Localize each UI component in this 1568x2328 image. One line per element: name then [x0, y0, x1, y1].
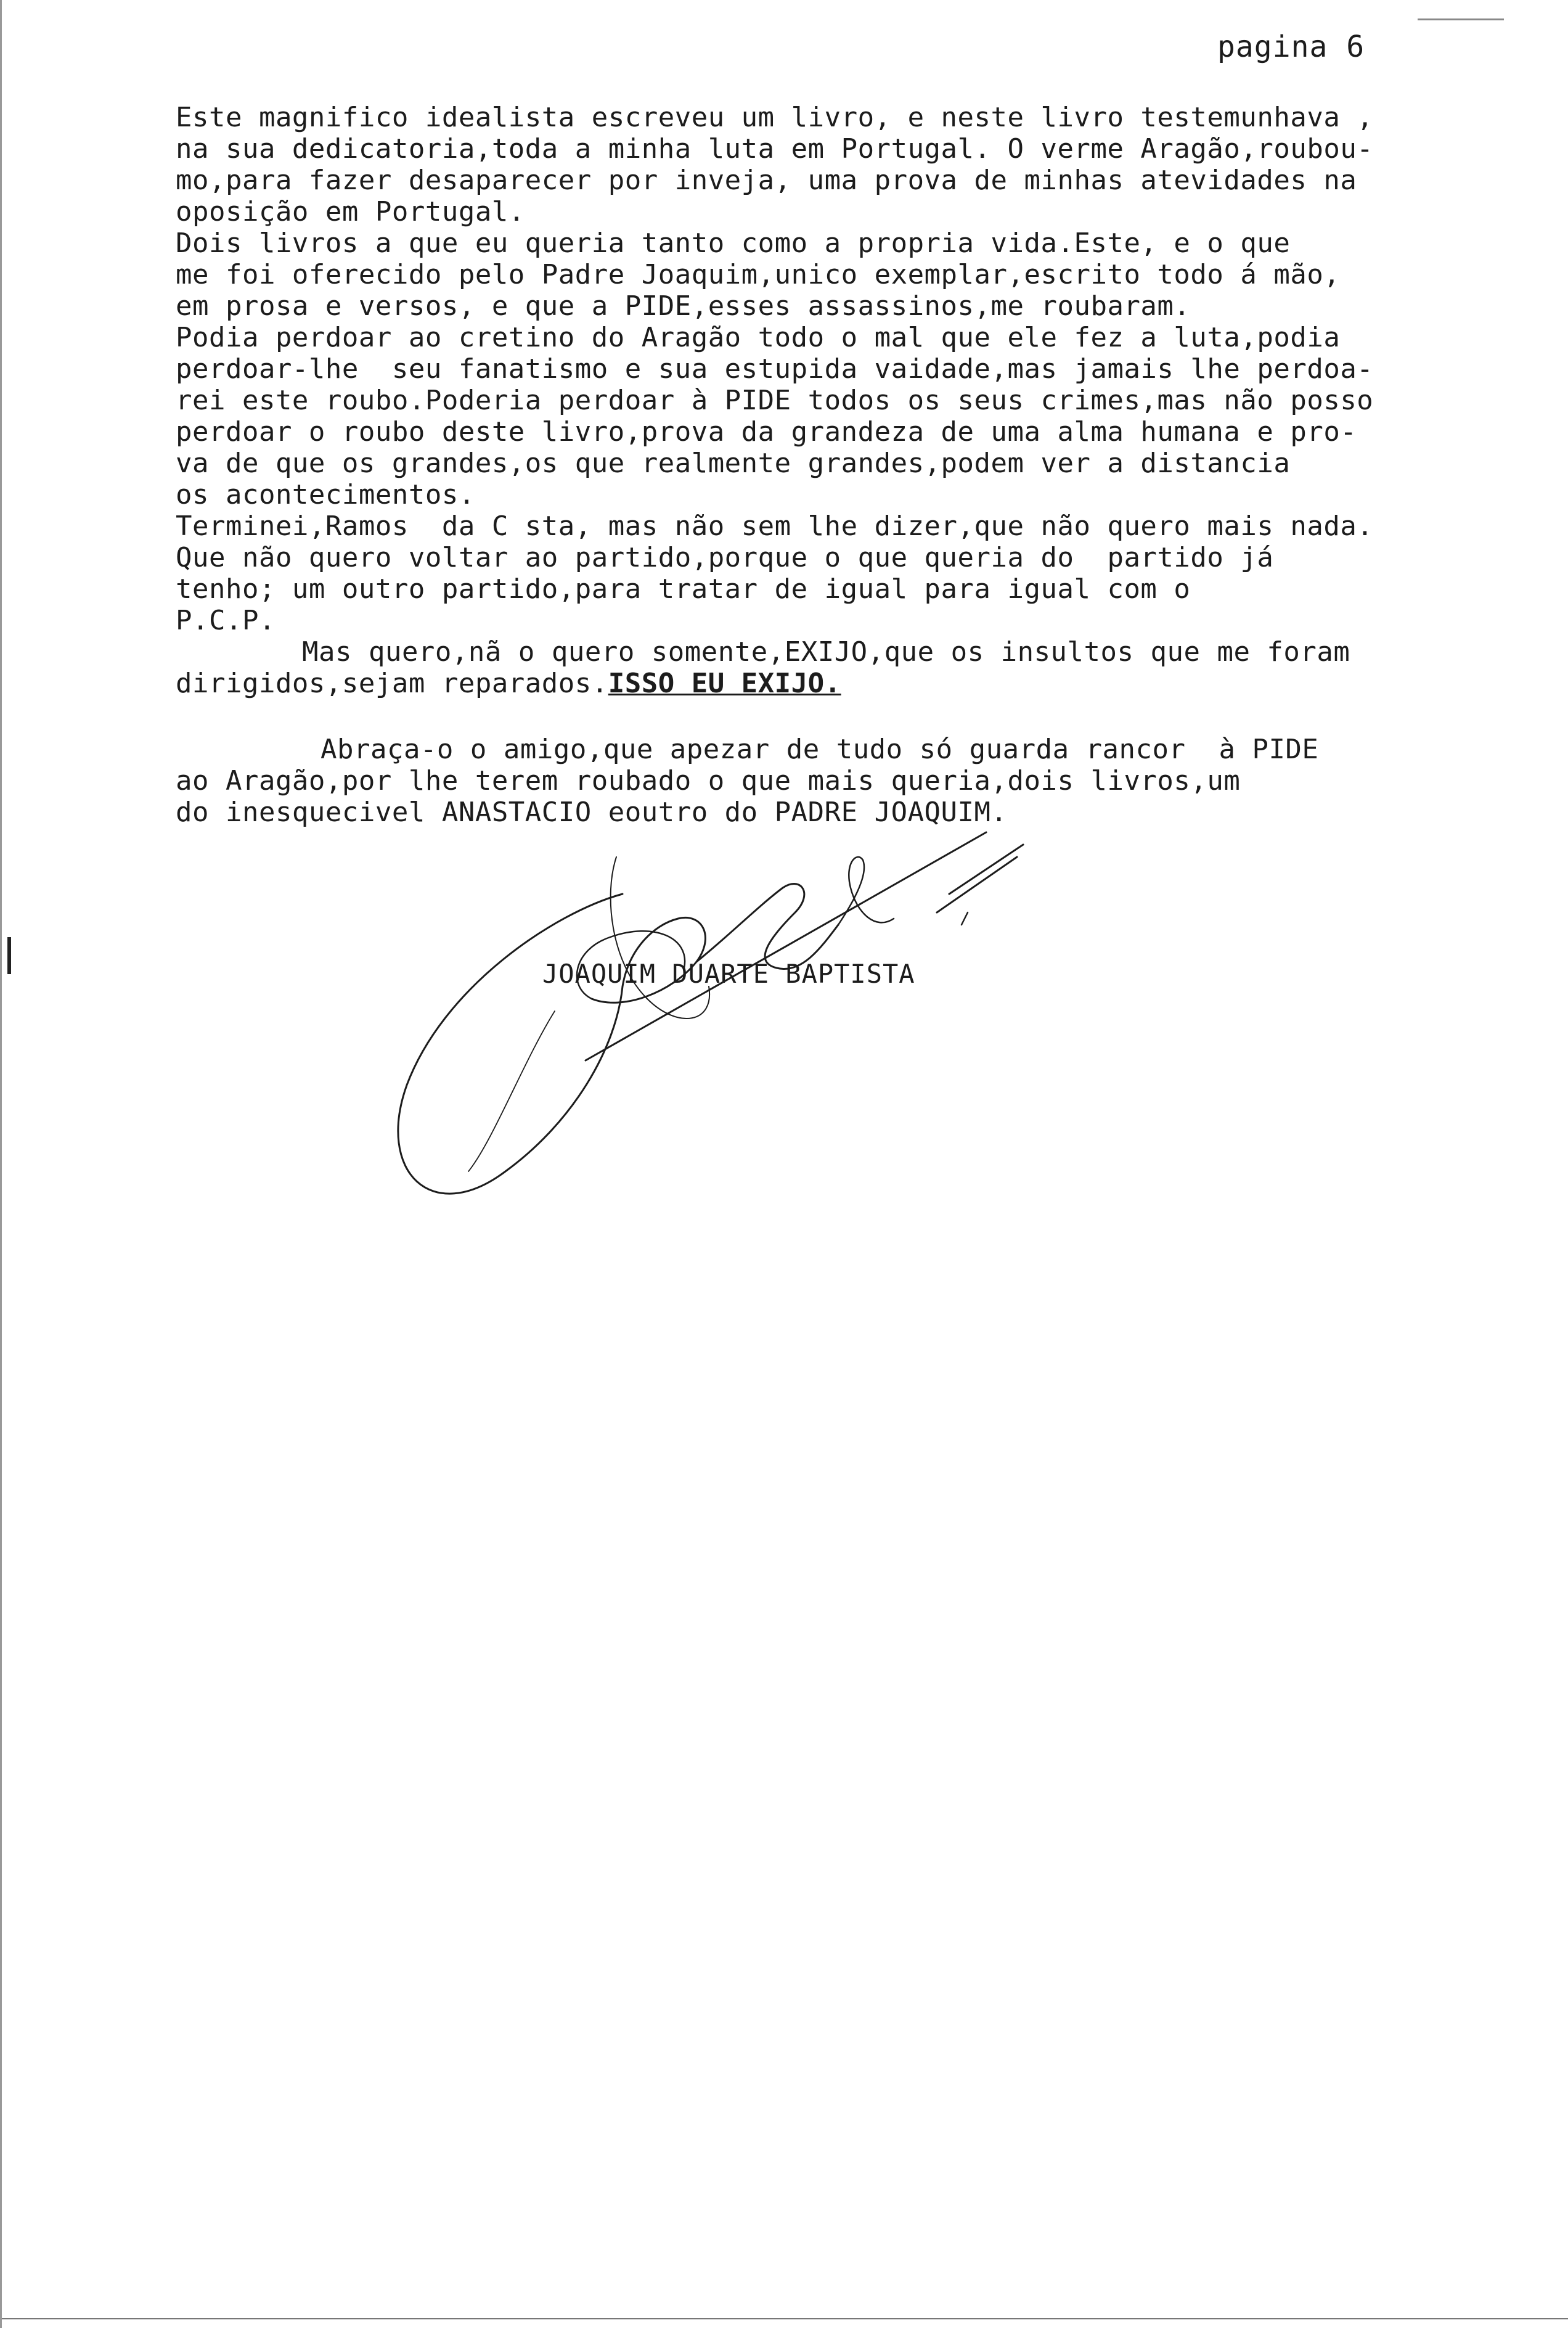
text-line: tenho; um outro partido,para tratar de igual para igual com o [176, 573, 1191, 605]
text-line: oposição em Portugal. [176, 196, 525, 227]
scan-edge-mark [1418, 18, 1504, 20]
paragraph-4 [176, 636, 1532, 699]
text-line: Podia perdoar ao cretino do Aragão todo o mal que ele fez a luta,podia [176, 322, 1341, 353]
letter-body [176, 102, 1532, 828]
scan-edge-mark [0, 2318, 1568, 2319]
page-number: pagina 6 [1217, 30, 1365, 64]
scan-edge-mark [0, 0, 2, 2328]
text-line: Terminei,Ramos da C sta, mas não sem lhe dizer,que não quero mais nada. [176, 510, 1374, 542]
text-line: Este magnifico idealista escreveu um livro, e neste livro testemunhava , [176, 102, 1374, 133]
text-line: na sua dedicatoria,toda a minha luta em Portugal. O verme Aragão,roubou- [176, 133, 1374, 165]
signature-typed-name: JOAQUIM DUARTE BAPTISTA [542, 959, 915, 989]
paragraph-1 [176, 102, 1532, 227]
text-line: rei este roubo.Poderia perdoar à PIDE todos os seus crimes,mas não posso [176, 385, 1374, 416]
text-line: ao Aragão,por lhe terem roubado o que mais queria,dois livros,um [176, 765, 1241, 797]
text-line: Dois livros a que eu queria tanto como a propria vida.Este, e o que [176, 227, 1291, 259]
text-line: do inesquecivel ANASTACIO eoutro do PADRE JOAQUIM. [176, 797, 1008, 828]
text-line: va de que os grandes,os que realmente grandes,podem ver a distancia [176, 448, 1291, 479]
emphasis-text: ISSO EU EXIJO. [608, 668, 841, 699]
scan-edge-mark [7, 937, 11, 974]
text-line: Que não quero voltar ao partido,porque o que queria do partido já [176, 542, 1274, 573]
text-line: perdoar-lhe seu fanatismo e sua estupida vaidade,mas jamais lhe perdoa- [176, 353, 1374, 385]
text-fragment: dirigidos,sejam reparados. [176, 668, 608, 699]
text-line: Mas quero,nã o quero somente,EXIJO,que os insultos que me foram [302, 636, 1350, 668]
text-line: me foi oferecido pelo Padre Joaquim,unico exemplar,escrito todo á mão, [176, 259, 1341, 290]
text-line: Abraça-o o amigo,que apezar de tudo só guarda rancor à PIDE [321, 734, 1319, 765]
text-line: perdoar o roubo deste livro,prova da grandeza de uma alma humana e pro- [176, 416, 1357, 448]
paragraph-3 [176, 510, 1532, 636]
paragraph-2 [176, 227, 1532, 510]
text-line [176, 668, 1532, 699]
text-line: os acontecimentos. [176, 479, 475, 510]
closing-paragraph [176, 734, 1532, 828]
text-line: em prosa e versos, e que a PIDE,esses assassinos,me roubaram. [176, 290, 1191, 322]
spacer [176, 699, 1532, 734]
text-line: mo,para fazer desaparecer por inveja, uma prova de minhas atevidades na [176, 165, 1357, 196]
text-line: P.C.P. [176, 605, 276, 636]
